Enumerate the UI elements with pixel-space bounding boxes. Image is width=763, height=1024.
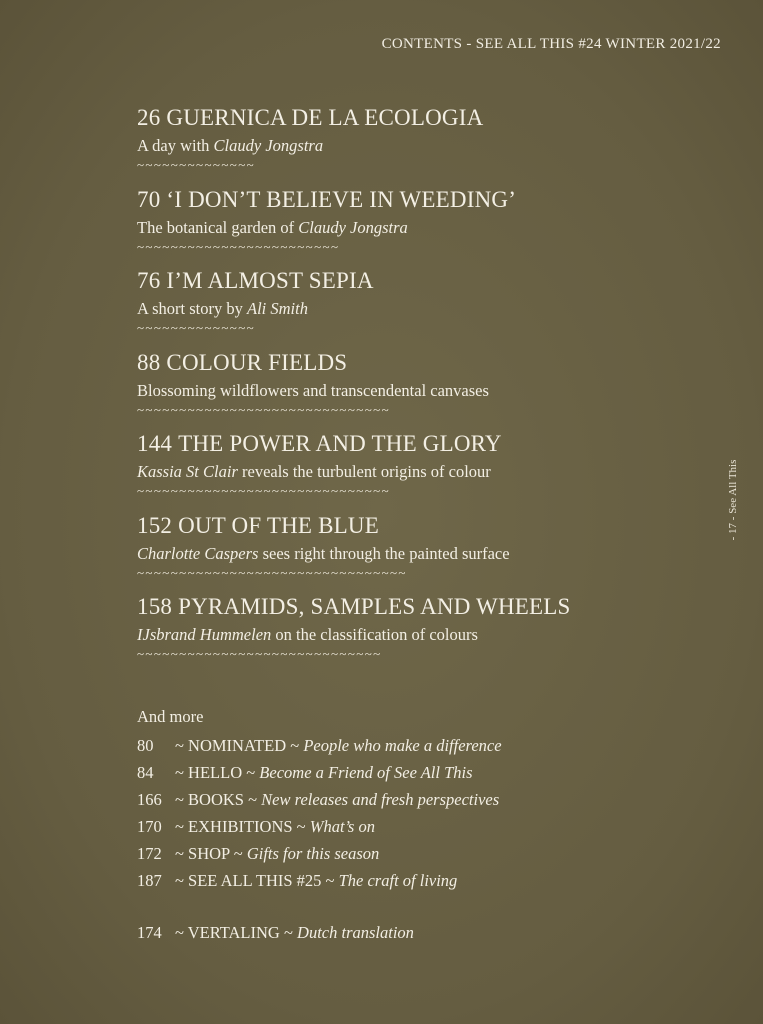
contents-entry: [137, 267, 657, 349]
entry-title: [137, 267, 657, 295]
more-list-item: [137, 840, 617, 867]
entry-subtitle: [137, 217, 657, 239]
squiggle-divider: ~~~~~~~~~~~~~~~~~~~~~~~~~~~~~~~~: [137, 564, 407, 580]
more-item-description: What’s on: [309, 817, 375, 836]
entry-subtitle-author: Claudy Jongstra: [298, 217, 408, 237]
entry-page-number: 158: [137, 594, 173, 619]
entry-title-text: I’M ALMOST SEPIA: [166, 268, 374, 293]
more-item-label: ~ SEE ALL THIS #25 ~: [175, 871, 339, 890]
entry-page-number: 76: [137, 268, 161, 293]
more-list-item: [137, 759, 617, 786]
more-item-label: ~ BOOKS ~: [175, 790, 262, 809]
entry-subtitle-author: IJsbrand Hummelen: [137, 625, 272, 644]
page-header: CONTENTS - SEE ALL THIS #24 WINTER 2021/22: [381, 36, 721, 52]
contents-entry: [137, 512, 657, 594]
more-list-item: [137, 786, 617, 813]
contents-entry: [137, 430, 657, 512]
more-item-label: ~ HELLO ~: [175, 763, 260, 782]
entry-page-number: 152: [137, 512, 173, 538]
vertaling-label: ~ VERTALING ~: [175, 923, 298, 942]
entry-page-number: 88: [137, 349, 161, 375]
entry-subtitle-author: Ali Smith: [247, 299, 308, 318]
entry-subtitle-author: Charlotte Caspers: [137, 543, 259, 563]
entry-subtitle-author: Kassia St Clair: [137, 462, 238, 481]
entry-subtitle: [137, 380, 657, 402]
contents-entry: [137, 593, 657, 675]
entry-title: [137, 593, 657, 621]
contents-entry: [137, 186, 657, 268]
vertaling-description: Dutch translation: [297, 923, 414, 942]
more-item-label: ~ SHOP ~: [175, 844, 247, 863]
contents-list: [137, 104, 657, 675]
entry-subtitle: [137, 624, 657, 646]
more-item-description: The craft of living: [338, 871, 458, 890]
entry-subtitle-rest: reveals the turbulent origins of colour: [237, 462, 491, 481]
entry-page-number: 26: [137, 105, 161, 130]
entry-title-text: GUERNICA DE LA ECOLOGIA: [166, 105, 484, 130]
contents-entry: [137, 104, 657, 186]
entry-title-text: OUT OF THE BLUE: [178, 512, 379, 538]
entry-title-text: THE POWER AND THE GLORY: [178, 431, 502, 456]
squiggle-divider: ~~~~~~~~~~~~~~~~~~~~~~~~: [137, 238, 340, 254]
entry-subtitle-text: A day with: [137, 136, 214, 155]
entry-subtitle-author: Claudy Jongstra: [213, 136, 324, 155]
more-item-page: 172: [137, 844, 162, 863]
more-item-description: New releases and fresh perspectives: [261, 790, 500, 809]
contents-entry: [137, 349, 657, 431]
squiggle-divider: ~~~~~~~~~~~~~~: [137, 320, 256, 335]
entry-title: [137, 186, 657, 214]
more-item-label: ~ EXHIBITIONS ~: [175, 817, 310, 836]
entry-page-number: 70: [137, 186, 161, 212]
entry-title-text: COLOUR FIELDS: [166, 349, 348, 375]
more-item-page: 166: [137, 790, 162, 809]
squiggle-divider: ~~~~~~~~~~~~~~~~~~~~~~~~~~~~~~: [137, 483, 390, 498]
and-more-heading: And more: [137, 707, 204, 726]
entry-subtitle-rest: on the classification of colours: [271, 625, 478, 644]
entry-title-text: ‘I DON’T BELIEVE IN WEEDING’: [166, 186, 517, 212]
entry-subtitle-rest: sees right through the painted surface: [258, 543, 510, 563]
entry-subtitle: [137, 135, 657, 157]
squiggle-divider: ~~~~~~~~~~~~~~~~~~~~~~~~~~~~~~: [137, 401, 390, 417]
vertaling-page: 174: [137, 923, 162, 942]
more-item-description: People who make a difference: [303, 736, 502, 755]
more-item-page: 187: [137, 871, 162, 890]
squiggle-divider: ~~~~~~~~~~~~~~: [137, 157, 256, 172]
entry-subtitle-text: Blossoming wildflowers and transcendental canvases: [137, 380, 489, 400]
squiggle-divider: ~~~~~~~~~~~~~~~~~~~~~~~~~~~~~: [137, 646, 382, 661]
more-item-description: Become a Friend of See All This: [259, 763, 473, 782]
more-item-page: 170: [137, 817, 162, 836]
more-list-item: [137, 867, 617, 894]
entry-subtitle: [137, 298, 657, 320]
vertaling-item: [137, 919, 414, 946]
entry-subtitle: [137, 461, 657, 483]
more-item-label: ~ NOMINATED ~: [175, 736, 304, 755]
entry-title: [137, 104, 657, 132]
entry-subtitle: [137, 543, 657, 565]
entry-page-number: 144: [137, 431, 173, 456]
more-list-item: [137, 732, 617, 759]
more-item-description: Gifts for this season: [246, 844, 380, 863]
more-list-item: [137, 813, 617, 840]
entry-subtitle-text: The botanical garden of: [137, 217, 299, 237]
and-more-section: [137, 706, 617, 894]
more-item-page: 80: [137, 736, 154, 755]
entry-title: [137, 512, 657, 540]
entry-title-text: PYRAMIDS, SAMPLES AND WHEELS: [178, 594, 571, 619]
more-item-page: 84: [137, 763, 154, 782]
entry-title: [137, 430, 657, 458]
entry-title: [137, 349, 657, 377]
side-page-marker: - 17 - See All This: [727, 459, 739, 541]
entry-subtitle-text: A short story by: [137, 299, 248, 318]
